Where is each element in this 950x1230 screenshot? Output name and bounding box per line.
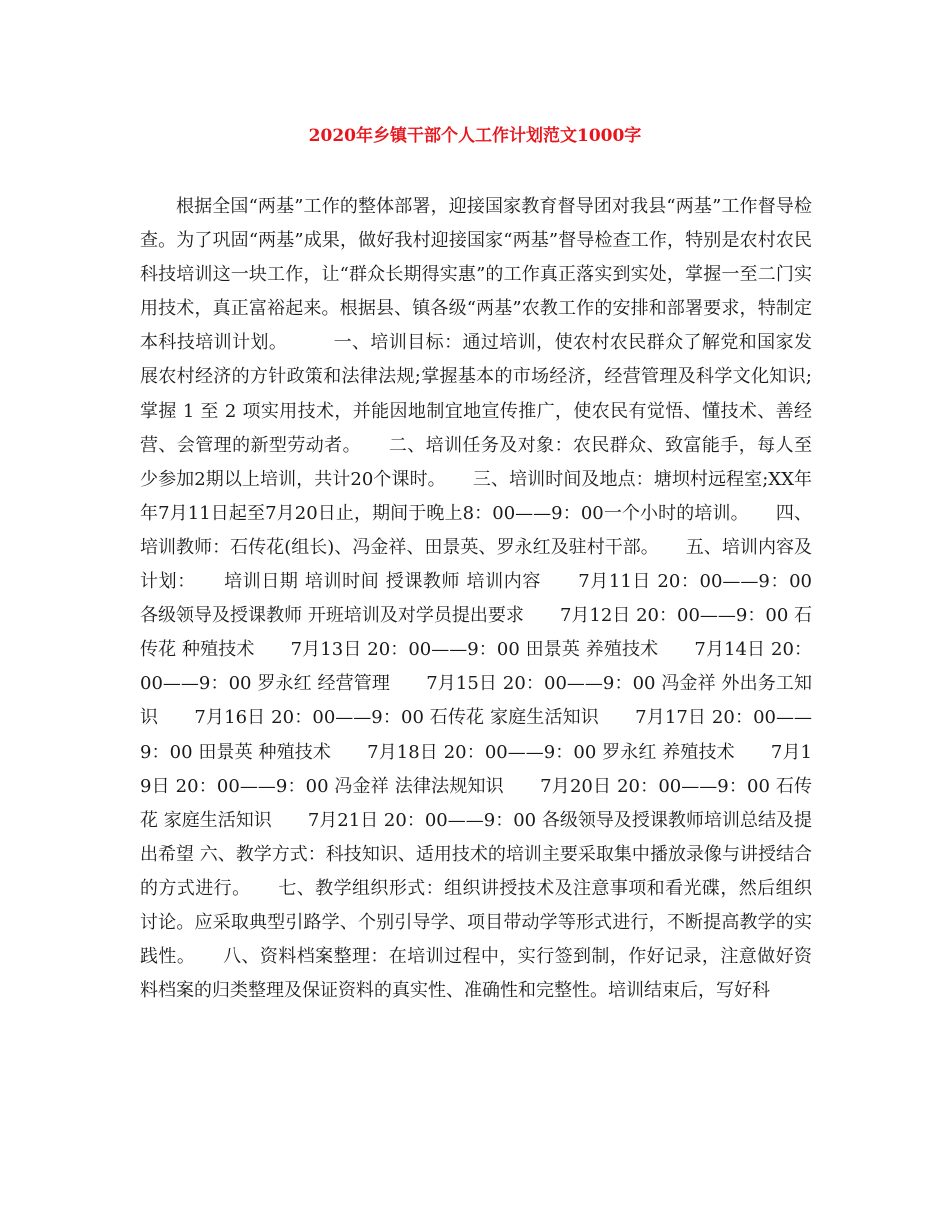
document-title: 2020年乡镇干部个人工作计划范文1000字 — [308, 126, 642, 146]
document-body: 根据全国“两基”工作的整体部署，迎接国家教育督导团对我县“两基”工作督导检查。为了巩固“两基”成果，做好我村迎接国家“两基”督导检查工作，特别是农村农民科技培训这一块工作，让“群众长期得实惠”的工作真正落实到实处，掌握一至二门实用技术，真正富裕起来。根据县、镇各级“两基”农教工作的安排和部署要求，特制定本科技培训计划。 一、培训目标：通过培训，使农村农民群众了解党和国家发展农村经济的方针政策和法律法规;掌握基本的市场经济，经营管理及科学文化知识;掌握 1 至 2 项实用技术，并能因地制宜地宣传推广，使农民有觉悟、懂技术、善经营、会管理的新型劳动者。 二、培训任务及对象：农民群众、致富能手，每人至少参加2期以上培训，共计20个课时。 三、培训时间及地点：塘坝村远程室;XX年年7月11日起至7月20日止，期间于晚上8：00——9：00一个小时的培训。 四、培训教师：石传花(组长)、冯金祥、田景英、罗永红及驻村干部。 五、培训内容及计划： 培训日期 培训时间 授课教师 培训内容 7月11日 20：00——9：00 各级领导及授课教师 开班培训及对学员提出要求 7月12日 20：00——9：00 石传花 种殖技术 7月13日 20：00——9：00 田景英 养殖技术 7月14日 20：00——9：00 罗永红 经营管理 7月15日 20：00——9：00 冯金祥 外出务工知识 7月16日 20：00——9：00 石传花 家庭生活知识 7月17日 20：00——9：00 田景英 种殖技术 7月18日 20：00——9：00 罗永红 养殖技术 7月19日 20：00——9：00 冯金祥 法律法规知识 7月20日 20：00——9：00 石传花 家庭生活知识 7月21日 20：00——9：00 各级领导及授课教师培训总结及提出希望 六、教学方式：科技知识、适用技术的培训主要采取集中播放录像与讲授结合的方式进行。 七、教学组织形式：组织讲授技术及注意事项和看光碟，然后组织讨论。应采取典型引路学、个别引导学、项目带动学等形式进行，不断提高教学的实践性。 八、资料档案整理：在培训过程中，实行签到制，作好记录，注意做好资料档案的归类整理及保证资料的真实性、准确性和完整性。培训结束后，写好科 — [140, 196, 812, 1002]
